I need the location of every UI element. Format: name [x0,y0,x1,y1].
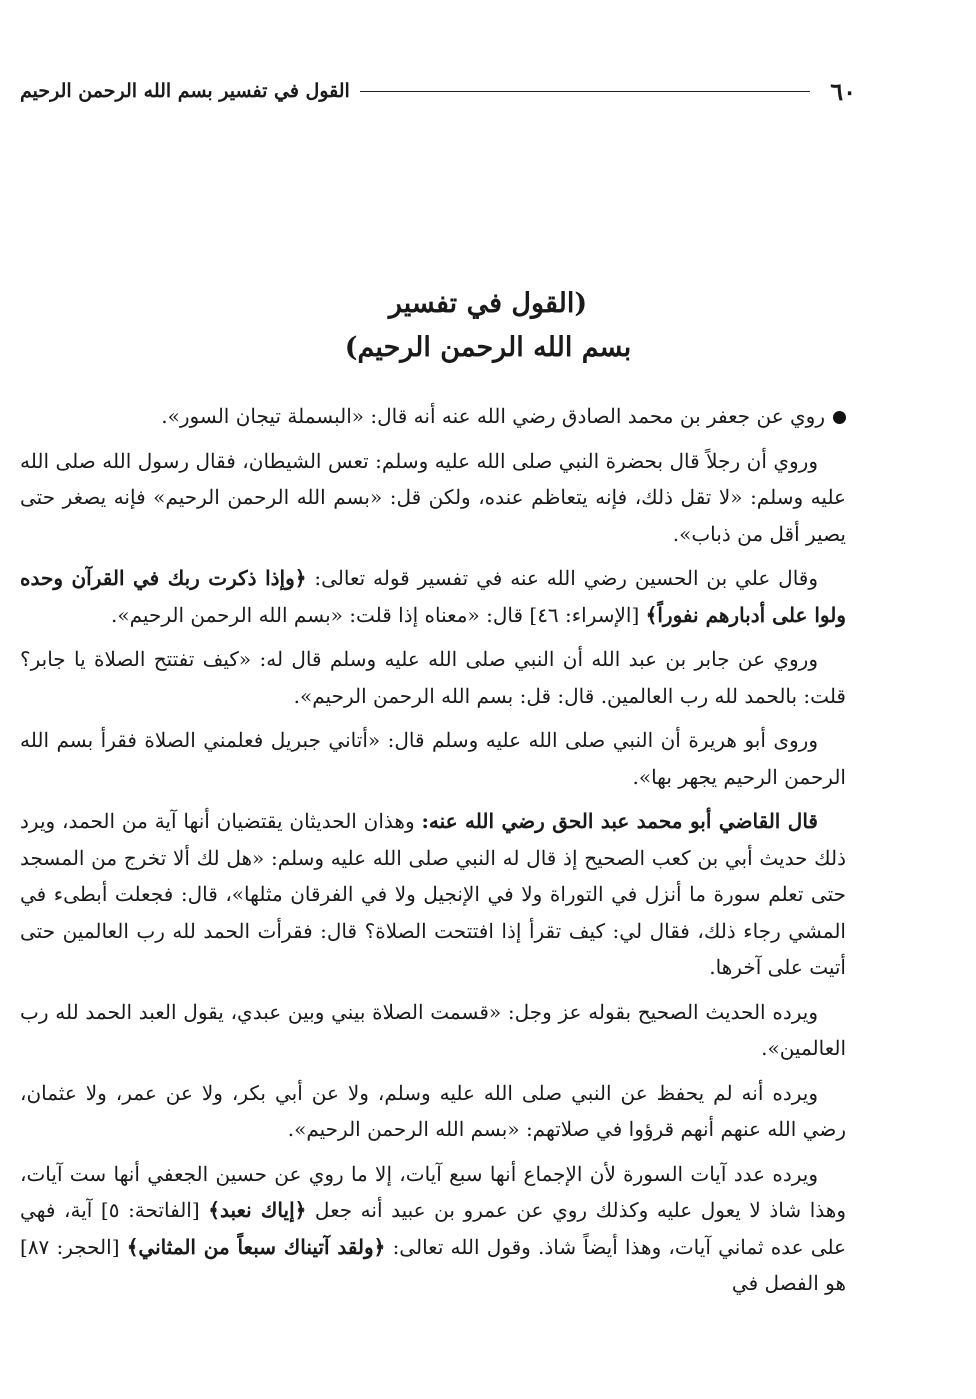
paragraph-3 [20,560,846,633]
quran-verse: ﴿وإذا ذكرت ربك في القرآن وحده ولوا على أدبارهم نفوراً﴾ [20,566,846,627]
quran-verse: ﴿إياك نعبد﴾ [208,1198,307,1222]
paragraph-4: وروي عن جابر بن عبد الله أن النبي صلى الله عليه وسلم قال له: «كيف تفتتح الصلاة يا جابر؟ قلت: بالحمد لله رب العالمين. قال: قل: بسم الله الرحمن الرحيم». [20,647,846,708]
author-attribution: قال القاضي أبو محمد عبد الحق رضي الله عنه: [421,809,818,833]
paragraph-3-text-a: وقال علي بن الحسين رضي الله عنه في تفسير قوله تعالى: [306,566,818,590]
running-title: القول في تفسير بسم الله الرحمن الرحيم [20,80,350,102]
running-header [20,74,856,108]
heading-line-1: (القول في تفسير [388,288,588,319]
page-number: ٦٠ [830,76,856,106]
paragraph-8: ويرده أنه لم يحفظ عن النبي صلى الله عليه وسلم، ولا عن أبي بكر، ولا عن عمر، ولا عثمان، رضي الله عنهم أنهم قرؤوا في صلاتهم: «بسم الله الرحمن الرحيم». [20,1080,846,1141]
body-text [20,398,846,1310]
paragraph-1 [20,398,846,435]
paragraph-9-text-a: ويرده عدد آيات السورة لأن الإجماع أنها سبع آيات، إلا ما روي عن حسين الجعفي أنها ست آيات، وهذا شاذ لا يعول عليه وكذلك روي عن عمرو بن عبيد أنه جعل [20,1161,846,1222]
paragraph-3-text-c: [الإسراء: ٤٦] قال: «معناه إذا قلت: «بسم الله الرحمن الرحيم». [111,602,646,627]
paragraph-9 [20,1156,846,1302]
chapter-heading [100,282,876,370]
paragraph-6-text: وهذان الحديثان يقتضيان أنها آية من الحمد، ويرد ذلك حديث أبي بن كعب الصحيح إذ قال له النبي صلى الله عليه وسلم: «هل لك ألا تخرج من المسجد حتى تعلم سورة ما أنزل في التوراة ولا في الإنجيل ولا في الفرقان مثلها»، قال: فجعلت أبطىء في المشي رجاء ذلك، فقال لي: كيف تقرأ إذا افتتحت الصلاة؟ قال: فقرأت الحمد لله رب العالمين حتى أتيت على آخرها. [20,809,847,979]
paragraph-2: وروي أن رجلاً قال بحضرة النبي صلى الله عليه وسلم: تعس الشيطان، فقال رسول الله صلى الله عليه وسلم: «لا تقل ذلك، فإنه يتعاظم عنده، ولكن قل: «بسم الله الرحمن الرحيم» فإنه يصغر حتى يصير أقل من ذباب». [20,448,846,546]
paragraph-5: وروى أبو هريرة أن النبي صلى الله عليه وسلم قال: «أتاني جبريل فعلمني الصلاة فقرأ بسم الله الرحمن الرحيم يجهر بها». [20,728,846,789]
quran-verse: ﴿ولقد آتيناك سبعاً من المثاني﴾ [126,1234,386,1259]
paragraph-7: ويرده الحديث الصحيح بقوله عز وجل: «قسمت الصلاة بيني وبين عبدي، يقول العبد الحمد لله رب العالمين». [20,999,846,1060]
paragraph-9-text-e: [الحجر: ٨٧] هو الفصل في [20,1234,846,1295]
paragraph-9-text-c: [الفاتحة: ٥] آية، فهي على عده ثماني آيات، وهذا أيضاً شاذ. وقول الله تعالى: [20,1198,846,1259]
bullet-icon [833,411,846,424]
header-rule [360,91,810,92]
paragraph-6 [20,803,846,986]
heading-line-2: بسم الله الرحمن الرحيم) [344,332,632,363]
paragraph-1-text: روي عن جعفر بن محمد الصادق رضي الله عنه أنه قال: «البسملة تيجان السور». [161,404,825,428]
